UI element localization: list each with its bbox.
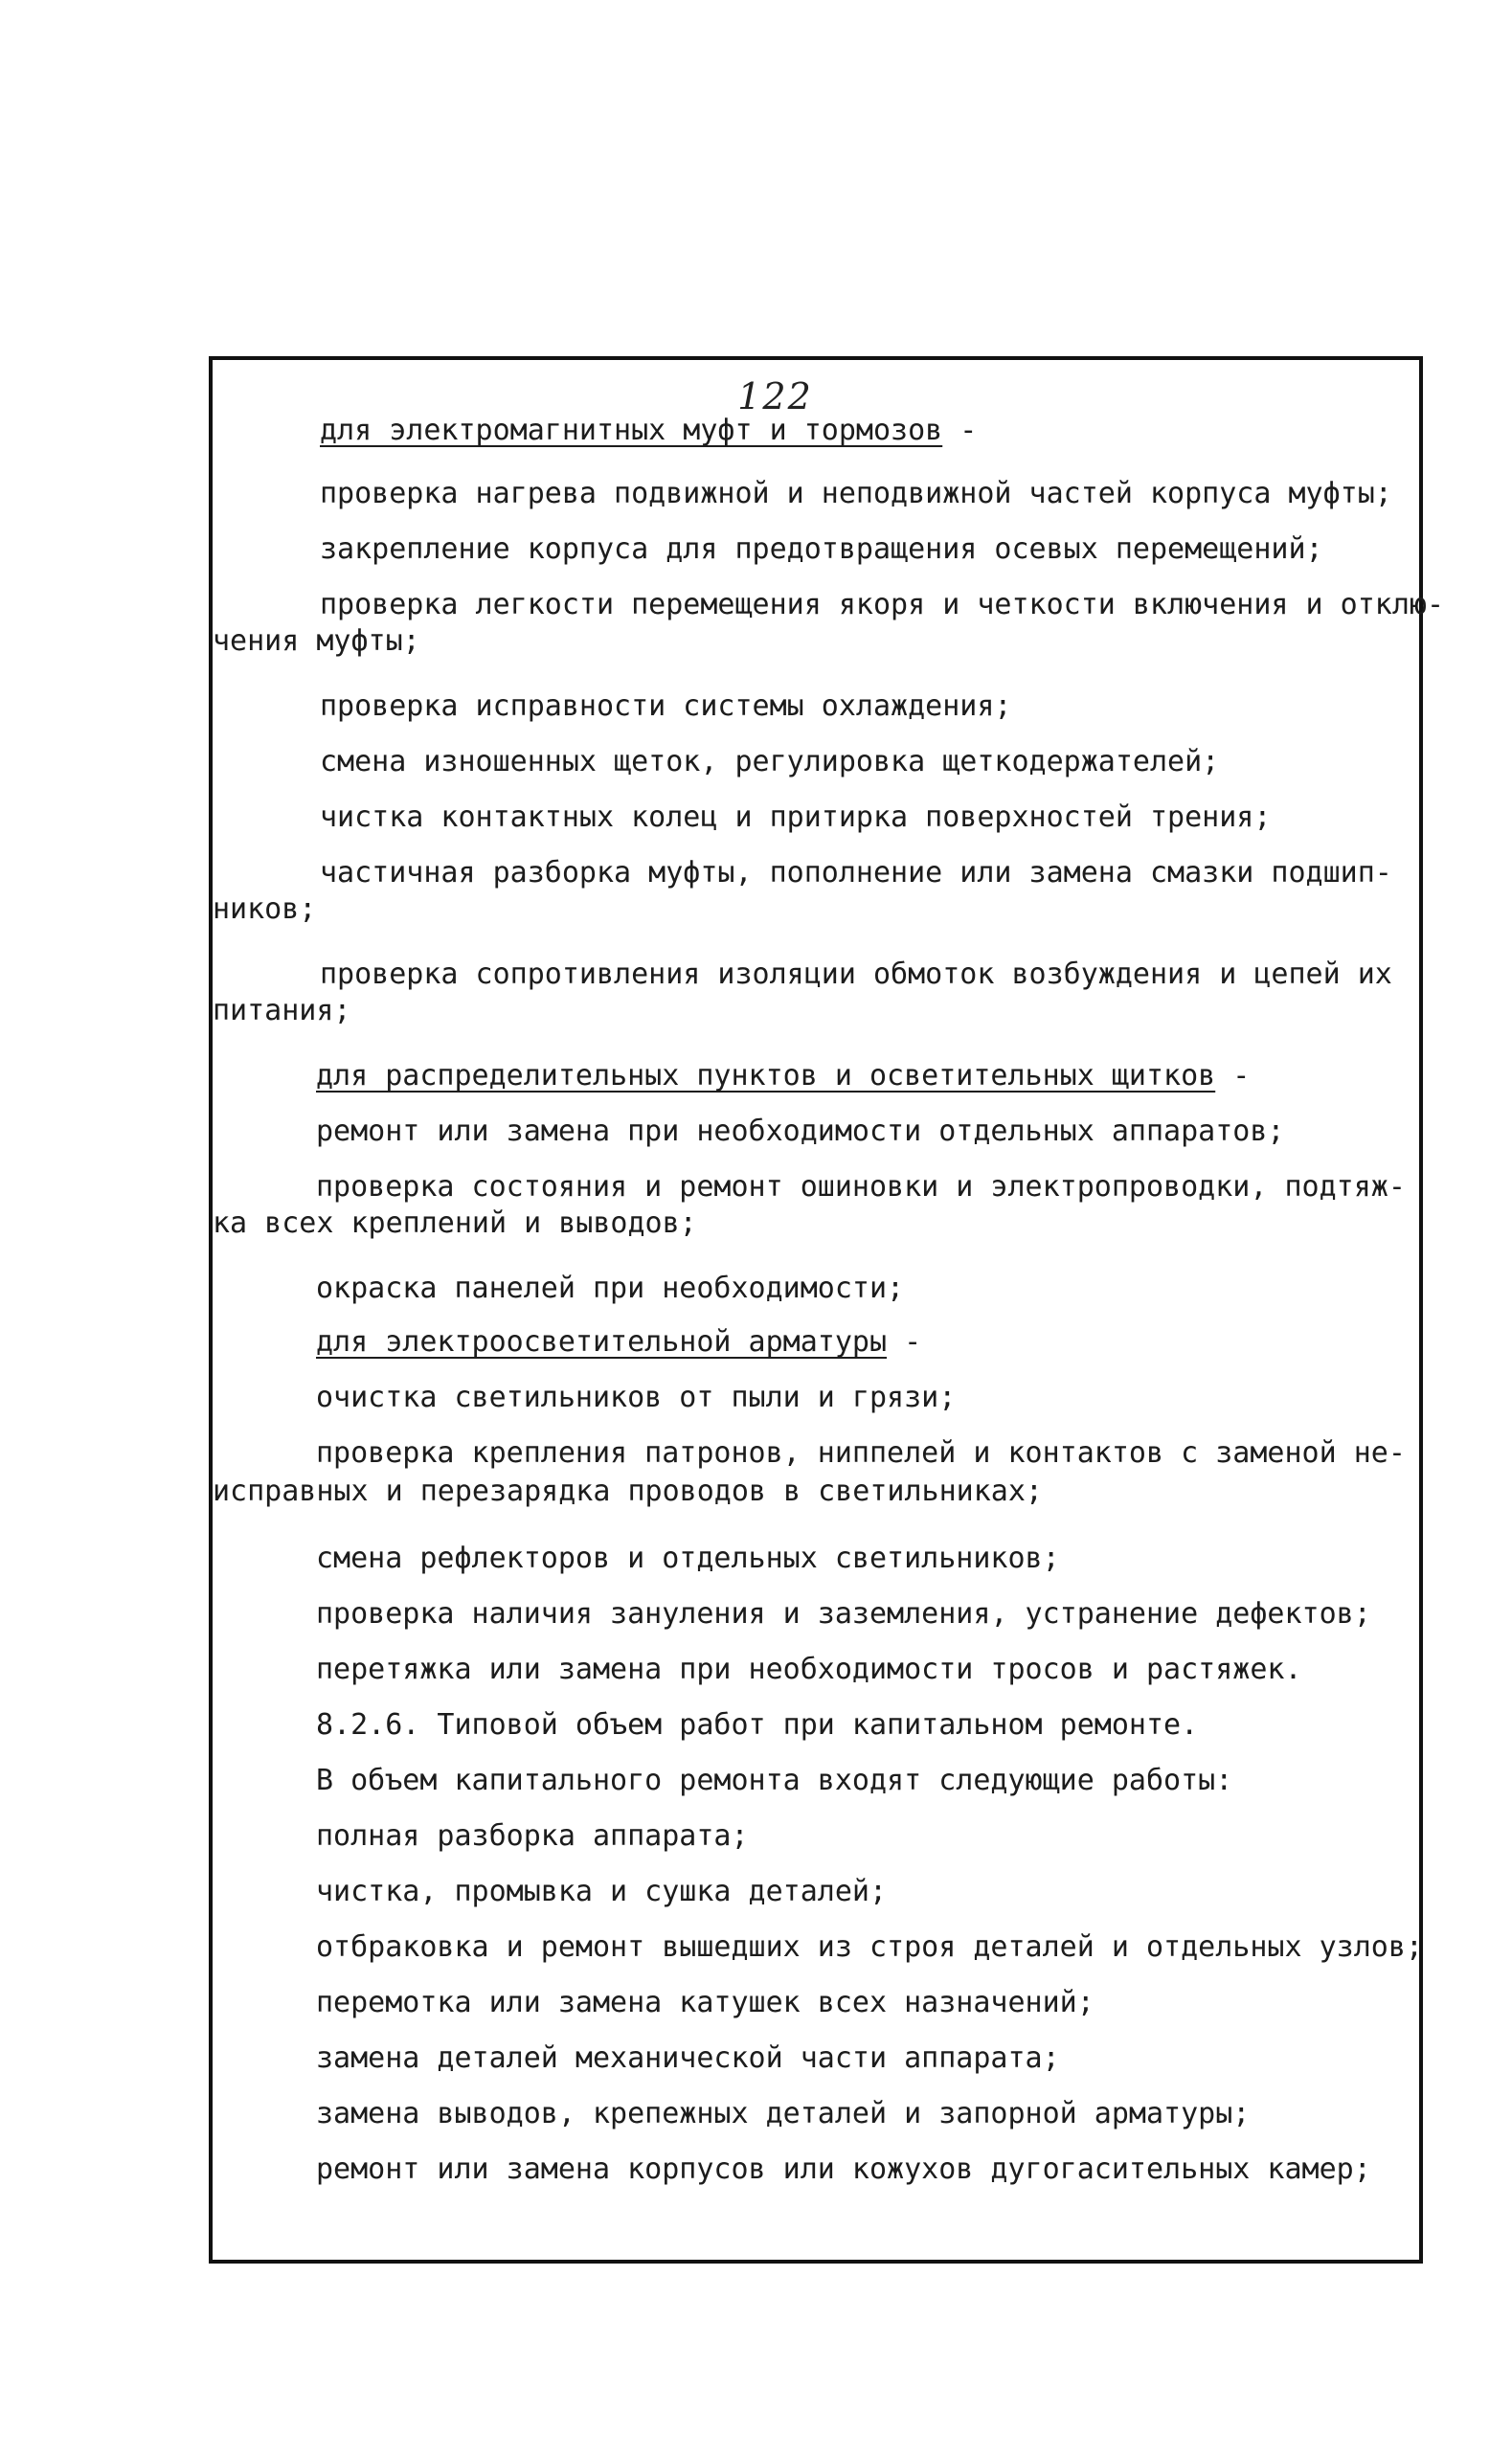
text-line	[316, 1436, 1406, 1471]
text-line	[316, 1708, 1198, 1743]
section-heading	[320, 414, 977, 448]
line-suffix: -	[887, 1325, 922, 1359]
text-line-content: смена изношенных щеток, регулировка щеткодержателей;	[320, 745, 1220, 778]
text-line-content: чистка контактных колец и притирка поверхностей трения;	[320, 800, 1272, 834]
text-line-content: перемотка или замена катушек всех назначений;	[316, 1986, 1095, 2019]
text-line-content: проверка легкости перемещения якоря и четкости включения и откл	[320, 588, 1410, 621]
text-line-content: В объем капитального ремонта входят следующие работы:	[316, 1764, 1233, 1797]
text-line	[316, 1930, 1423, 1965]
text-line	[316, 1764, 1232, 1798]
text-line	[320, 689, 1011, 724]
line-suffix: -	[1215, 1059, 1251, 1093]
text-line	[316, 1272, 904, 1306]
text-line	[316, 1115, 1284, 1149]
section-heading	[316, 1059, 1250, 1093]
section-heading-text: для электромагнитных муфт и тормозов	[320, 414, 943, 447]
text-line-content: ка всех креплений и выводов;	[213, 1206, 697, 1240]
text-line	[316, 1597, 1371, 1632]
text-line-content: проверка наличия зануления и заземления, устранение дефектов;	[316, 1597, 1371, 1631]
text-line-content: питания;	[213, 994, 351, 1027]
text-line	[213, 1206, 697, 1241]
section-heading-text: для распределительных пунктов и осветительных щитков	[316, 1059, 1216, 1093]
text-line-content: проверка состояния и ремонт ошиновки и электропроводки, подтяж-	[316, 1170, 1406, 1204]
page-number: 122	[737, 375, 813, 417]
text-line	[316, 1381, 956, 1415]
text-line	[213, 624, 420, 659]
text-line-content: проверка сопротивления изоляции обмоток возбуждения и цепей их	[320, 958, 1392, 991]
text-line	[320, 588, 1444, 622]
text-line-content: ремонт или замена корпусов или кожухов дугогасительных камер;	[316, 2152, 1371, 2186]
text-line-content: чистка, промывка и сушка деталей;	[316, 1875, 888, 1908]
text-line	[213, 1475, 1043, 1509]
text-line	[320, 958, 1392, 992]
text-line-content: ников;	[213, 892, 317, 926]
text-line-content: полная разборка аппарата;	[316, 1819, 749, 1853]
text-line-content: исправных и перезарядка проводов в светильниках;	[213, 1475, 1043, 1508]
text-line-content: очистка светильников от пыли и грязи;	[316, 1381, 957, 1414]
text-line-content: проверка исправности системы охлаждения;	[320, 689, 1012, 723]
text-line	[316, 1986, 1095, 2020]
text-line	[316, 1819, 749, 1854]
text-line-content: ремонт или замена при необходимости отдельных аппаратов;	[316, 1115, 1285, 1148]
text-line-content: замена деталей механической части аппарата;	[316, 2041, 1060, 2075]
text-line	[316, 2041, 1060, 2076]
text-line-content: частичная разборка муфты, пополнение или замена смазки подшип-	[320, 856, 1392, 890]
text-line	[320, 532, 1323, 567]
text-line	[213, 892, 316, 927]
text-line-content: замена выводов, крепежных деталей и запорной арматуры;	[316, 2097, 1251, 2130]
text-line	[316, 2097, 1250, 2131]
text-line-content: проверка крепления патронов, ниппелей и контактов с заменой не-	[316, 1436, 1406, 1470]
line-suffix: -	[942, 414, 978, 447]
section-heading-text: для электроосветительной арматуры	[316, 1325, 888, 1359]
text-line-content: отбраковка и ремонт вышедших из строя деталей и отдельных узлов;	[316, 1930, 1423, 1964]
text-line-content: смена рефлекторов и отдельных светильников;	[316, 1542, 1060, 1575]
text-line-content: чения муфты;	[213, 624, 420, 658]
text-line	[316, 1542, 1060, 1576]
text-line	[320, 856, 1392, 890]
text-line-content: окраска панелей при необходимости;	[316, 1272, 905, 1305]
text-line	[316, 1875, 887, 1909]
text-line	[316, 2152, 1371, 2187]
text-line	[320, 800, 1271, 835]
text-line	[320, 745, 1219, 779]
text-line	[316, 1653, 1302, 1687]
text-line-content: перетяжка или замена при необходимости тросов и растяжек.	[316, 1653, 1302, 1686]
text-line	[320, 477, 1392, 511]
text-line	[316, 1170, 1406, 1205]
section-heading	[316, 1325, 921, 1360]
text-line-content: проверка нагрева подвижной и неподвижной частей корпуса муфты;	[320, 477, 1392, 510]
text-line-content: 8.2.6. Типовой объем работ при капитальном ремонте.	[316, 1708, 1199, 1742]
line-suffix: ю-	[1409, 588, 1445, 621]
text-line-content: закрепление корпуса для предотвращения осевых перемещений;	[320, 532, 1323, 566]
text-line	[213, 994, 351, 1028]
